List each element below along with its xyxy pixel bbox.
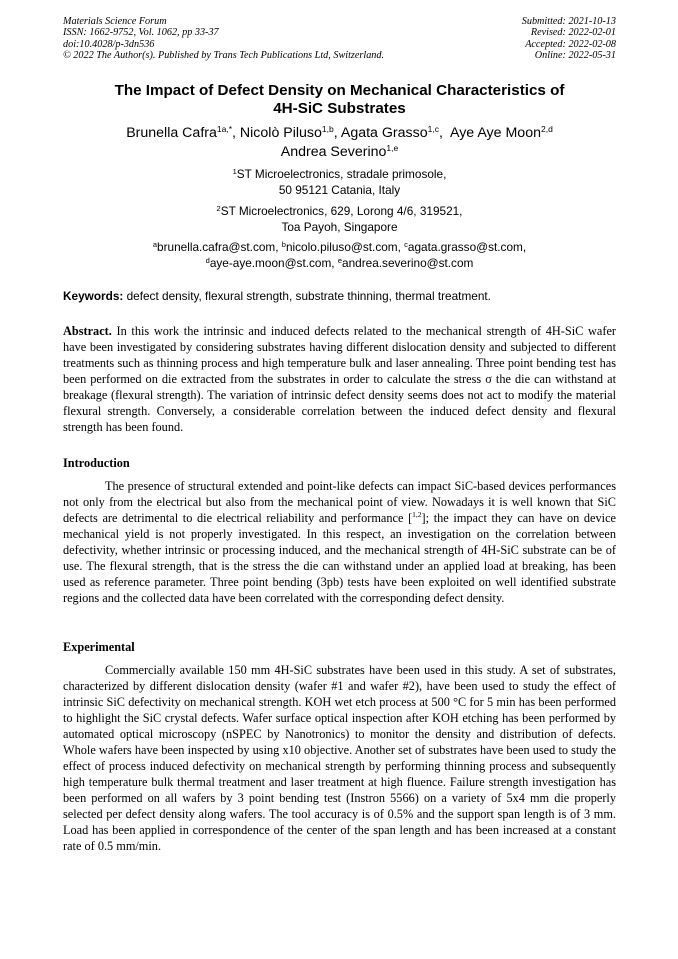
keywords-label: Keywords:: [63, 289, 124, 303]
date-accepted: Accepted: 2022-02-08: [525, 38, 616, 50]
author-name: Andrea Severino: [280, 144, 387, 160]
journal-issn: ISSN: 1662-9752, Vol. 1062, pp 33-37: [63, 27, 219, 39]
section-heading-experimental: Experimental: [63, 640, 135, 654]
paper-title: [63, 82, 616, 118]
citation-ref[interactable]: 1,2: [412, 510, 422, 519]
email-sup: a: [152, 240, 158, 249]
publication-dates: [522, 16, 616, 62]
email-sup: c: [404, 240, 408, 249]
abstract-label: Abstract.: [63, 324, 112, 338]
email-sup: d: [205, 255, 210, 265]
affiliation-line: ST Microelectronics, stradale primosole,: [236, 167, 447, 181]
email-link[interactable]: aye-aye.moon@st.com: [209, 255, 332, 270]
journal-header: [63, 16, 616, 62]
affiliation-2: [63, 204, 616, 235]
author-affiliation-sup: 1,e: [386, 143, 399, 153]
author-affiliation-sup: 1,b: [321, 124, 334, 134]
journal-name: Materials Science Forum: [63, 16, 167, 27]
intro-text: ]; the impact they can have on device mechanical yield is not properly investigated. In this respect, an investigation on the correlation between defectivity, whether intrinsic or processing induced, and the mechanical strength of 4H-SiC substrate can be of use. The flexural strength, that is the stress the die can withstand under an applied load at breaking, has been used as reference parameter. Three point bending (3pb) tests have been exploited on well identified substrate regions and the collected data have been correlated with the corresponding defect density.: [63, 511, 616, 605]
author-name: Nicolò Piluso: [239, 125, 322, 141]
author-affiliation-sup: 2,d: [540, 124, 553, 134]
author-name: Agata Grasso: [340, 125, 428, 141]
journal-info: [63, 16, 384, 62]
affiliation-line: Toa Payoh, Singapore: [281, 219, 398, 234]
email-sup: e: [337, 255, 343, 265]
intro-text: The presence of structural extended and point-like defects can impact SiC-based devices performances not only from the electrical but also from the mechanical point of view. Nowadays it is well known that SiC defects are detrimental to die electrical reliability and performance [: [63, 479, 616, 525]
author-emails: [63, 240, 616, 271]
abstract: [63, 323, 616, 435]
affiliation-line: ST Microelectronics, 629, Lorong 4/6, 319521,: [220, 204, 463, 218]
affiliation-line: 50 95121 Catania, Italy: [278, 182, 401, 197]
email-line-2: $^d$aye-aye.moon@st.com, $^e$andrea.severino@st.com: [205, 255, 474, 270]
journal-copyright: © 2022 The Author(s). Published by Trans Tech Publications Ltd, Switzerland.: [63, 50, 385, 62]
author-line-2: [63, 143, 616, 162]
email-sup: b: [281, 240, 286, 249]
author-name: Aye Aye Moon: [450, 125, 541, 141]
affiliation-sup: 1: [232, 167, 237, 176]
email-link[interactable]: agata.grasso@st.com: [407, 240, 523, 254]
author-list: [63, 124, 616, 162]
introduction-paragraph: [63, 478, 616, 606]
email-line-1: $^a$brunella.cafra@st.com, $^b$nicolo.piluso@st.com, $^c$agata.grasso@st.com,: [152, 240, 527, 254]
affiliation-1: [63, 167, 616, 198]
email-link[interactable]: brunella.cafra@st.com: [157, 240, 276, 254]
title-line-2: 4H-SiC Substrates: [273, 100, 406, 117]
email-link[interactable]: andrea.severino@st.com: [342, 255, 474, 270]
title-line-1: The Impact of Defect Density on Mechanical Characteristics of: [114, 82, 565, 99]
keywords: [63, 289, 616, 304]
date-online: Online: 2022-05-31: [534, 50, 616, 62]
abstract-text: In this work the intrinsic and induced defects related to the mechanical strength of 4H-SiC wafer have been investigated by considering substrates having different dislocation density and subjected to different treatments such as thinning process and high temperature bulk and laser annealing. Three point bending test has been performed on die extracted from the substrates in order to calculate the stress σ the die can withstand at breakage (flexural strength). The variation of intrinsic defect density seems does not act to modify the material flexural strength. Conversely, a considerable correlation between the induced defect density and flexural strength has been found.: [63, 324, 616, 434]
journal-doi: doi:10.4028/p-3dn536: [63, 38, 155, 50]
author-affiliation-sup: 1,c: [427, 124, 439, 134]
author-name: Brunella Cafra: [126, 125, 217, 141]
date-submitted: Submitted: 2021-10-13: [521, 16, 616, 27]
author-line-1: Brunella Cafra$^{1a,*}$, Nicolò Piluso$^{1,b}$, Agata Grasso$^{1,c}$, Aye Aye Moon$^{2,d}$: [126, 124, 553, 141]
author-affiliation-sup: 1a,*: [216, 124, 233, 134]
date-revised: Revised: 2022-02-01: [530, 27, 616, 39]
email-link[interactable]: nicolo.piluso@st.com: [285, 240, 398, 254]
affiliation-sup: 2: [216, 204, 221, 213]
experimental-paragraph: Commercially available 150 mm 4H-SiC substrates have been used in this study. A set of substrates, characterized by different dislocation density (wafer #1 and wafer #2), have been used to study the effect of intrinsic SiC defectivity on mechanical strength. KOH wet etch process at 500 °C for 5 min has been performed to highlight the SiC crystal defects. Wafer surface optical inspection after KOH etching has been performed by automated optical microscopy (nSPEC by Nanotronics) to monitor the density and distribution of defects. Whole wafers have been inspected by using x10 objective. Another set of substrates have been used to study the effect of process induced defectivity on mechanical strength by performing thinning process and subsequently high temperature bulk thermal treatment and laser treatment at high fluence. Failure strength investigation has been performed on all wafers by 3 point bending test (Instron 5566) on a variety of 5x4 mm die properly selected per defect density along wafers. The tool accuracy is of 0.5% and the support span length is of 3 mm. Load has been applied in correspondence of the center of the span length and has been increased at a constant rate of 0.5 mm/min.: [63, 663, 616, 853]
keywords-text: defect density, flexural strength, substrate thinning, thermal treatment.: [123, 289, 491, 303]
section-heading-introduction: Introduction: [63, 456, 130, 470]
